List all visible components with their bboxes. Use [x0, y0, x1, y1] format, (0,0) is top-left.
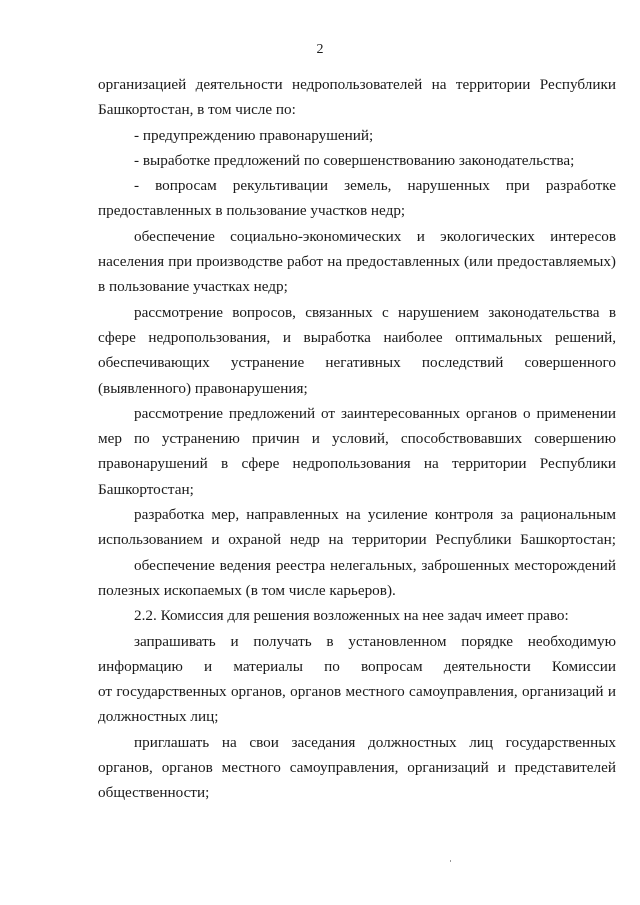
paragraph-line: правонарушений в сфере недропользования на территории Республики	[98, 455, 616, 473]
list-item: - предупреждению правонарушений;	[134, 126, 374, 144]
paragraph-line: Башкортостан;	[98, 480, 194, 498]
scan-artifact	[450, 860, 451, 862]
page-number: 2	[316, 42, 324, 57]
paragraph-line: (выявленного) правонарушения;	[98, 379, 308, 397]
paragraph-line: от государственных органов, органов местного самоуправления, организаций и	[98, 683, 616, 701]
list-item: - выработке предложений по совершенствованию законодательства;	[134, 151, 575, 169]
paragraph-line: органов, органов местного самоуправления, организаций и представителей	[98, 759, 616, 777]
paragraph-line: обеспечивающих устранение негативных последствий совершенного	[98, 354, 616, 372]
paragraph-line: обеспечение социально-экономических и экологических интересов	[134, 227, 616, 245]
list-item: - вопросам рекультивации земель, нарушенных при разработке	[134, 177, 616, 195]
paragraph-line: рассмотрение вопросов, связанных с нарушением законодательства в	[134, 303, 616, 321]
paragraph-line: населения при производстве работ на предоставленных (или предоставляемых)	[98, 253, 616, 271]
paragraph-line: обеспечение ведения реестра нелегальных, заброшенных месторождений	[134, 556, 616, 574]
paragraph-line: предоставленных в пользование участков недр;	[98, 202, 406, 220]
paragraph-line: сфере недропользования, и выработка наиболее оптимальных решений,	[98, 328, 616, 346]
paragraph-line: использованием и охраной недр на территории Республики Башкортостан;	[98, 531, 616, 549]
paragraph-line: общественности;	[98, 784, 210, 802]
paragraph-line: организацией деятельности недропользователей на территории Республики	[98, 76, 616, 93]
document-body	[98, 72, 616, 806]
section-heading-line: 2.2. Комиссия для решения возложенных на нее задач имеет право:	[134, 607, 569, 625]
paragraph-line: разработка мер, направленных на усиление контроля за рациональным	[134, 506, 616, 524]
paragraph-line: рассмотрение предложений от заинтересованных органов о применении	[134, 404, 616, 422]
paragraph-line: полезных ископаемых (в том числе карьеров).	[98, 581, 396, 599]
paragraph-line: информацию и материалы по вопросам деятельности Комиссии	[98, 657, 616, 675]
paragraph-line: должностных лиц;	[98, 708, 219, 726]
paragraph-line: мер по устранению причин и условий, способствовавших совершению	[98, 430, 616, 448]
paragraph-line: приглашать на свои заседания должностных лиц государственных	[134, 733, 616, 751]
paragraph-line: Башкортостан, в том числе по:	[98, 101, 296, 119]
paragraph-line: в пользование участках недр;	[98, 278, 288, 296]
paragraph-line: запрашивать и получать в установленном порядке необходимую	[134, 632, 616, 650]
